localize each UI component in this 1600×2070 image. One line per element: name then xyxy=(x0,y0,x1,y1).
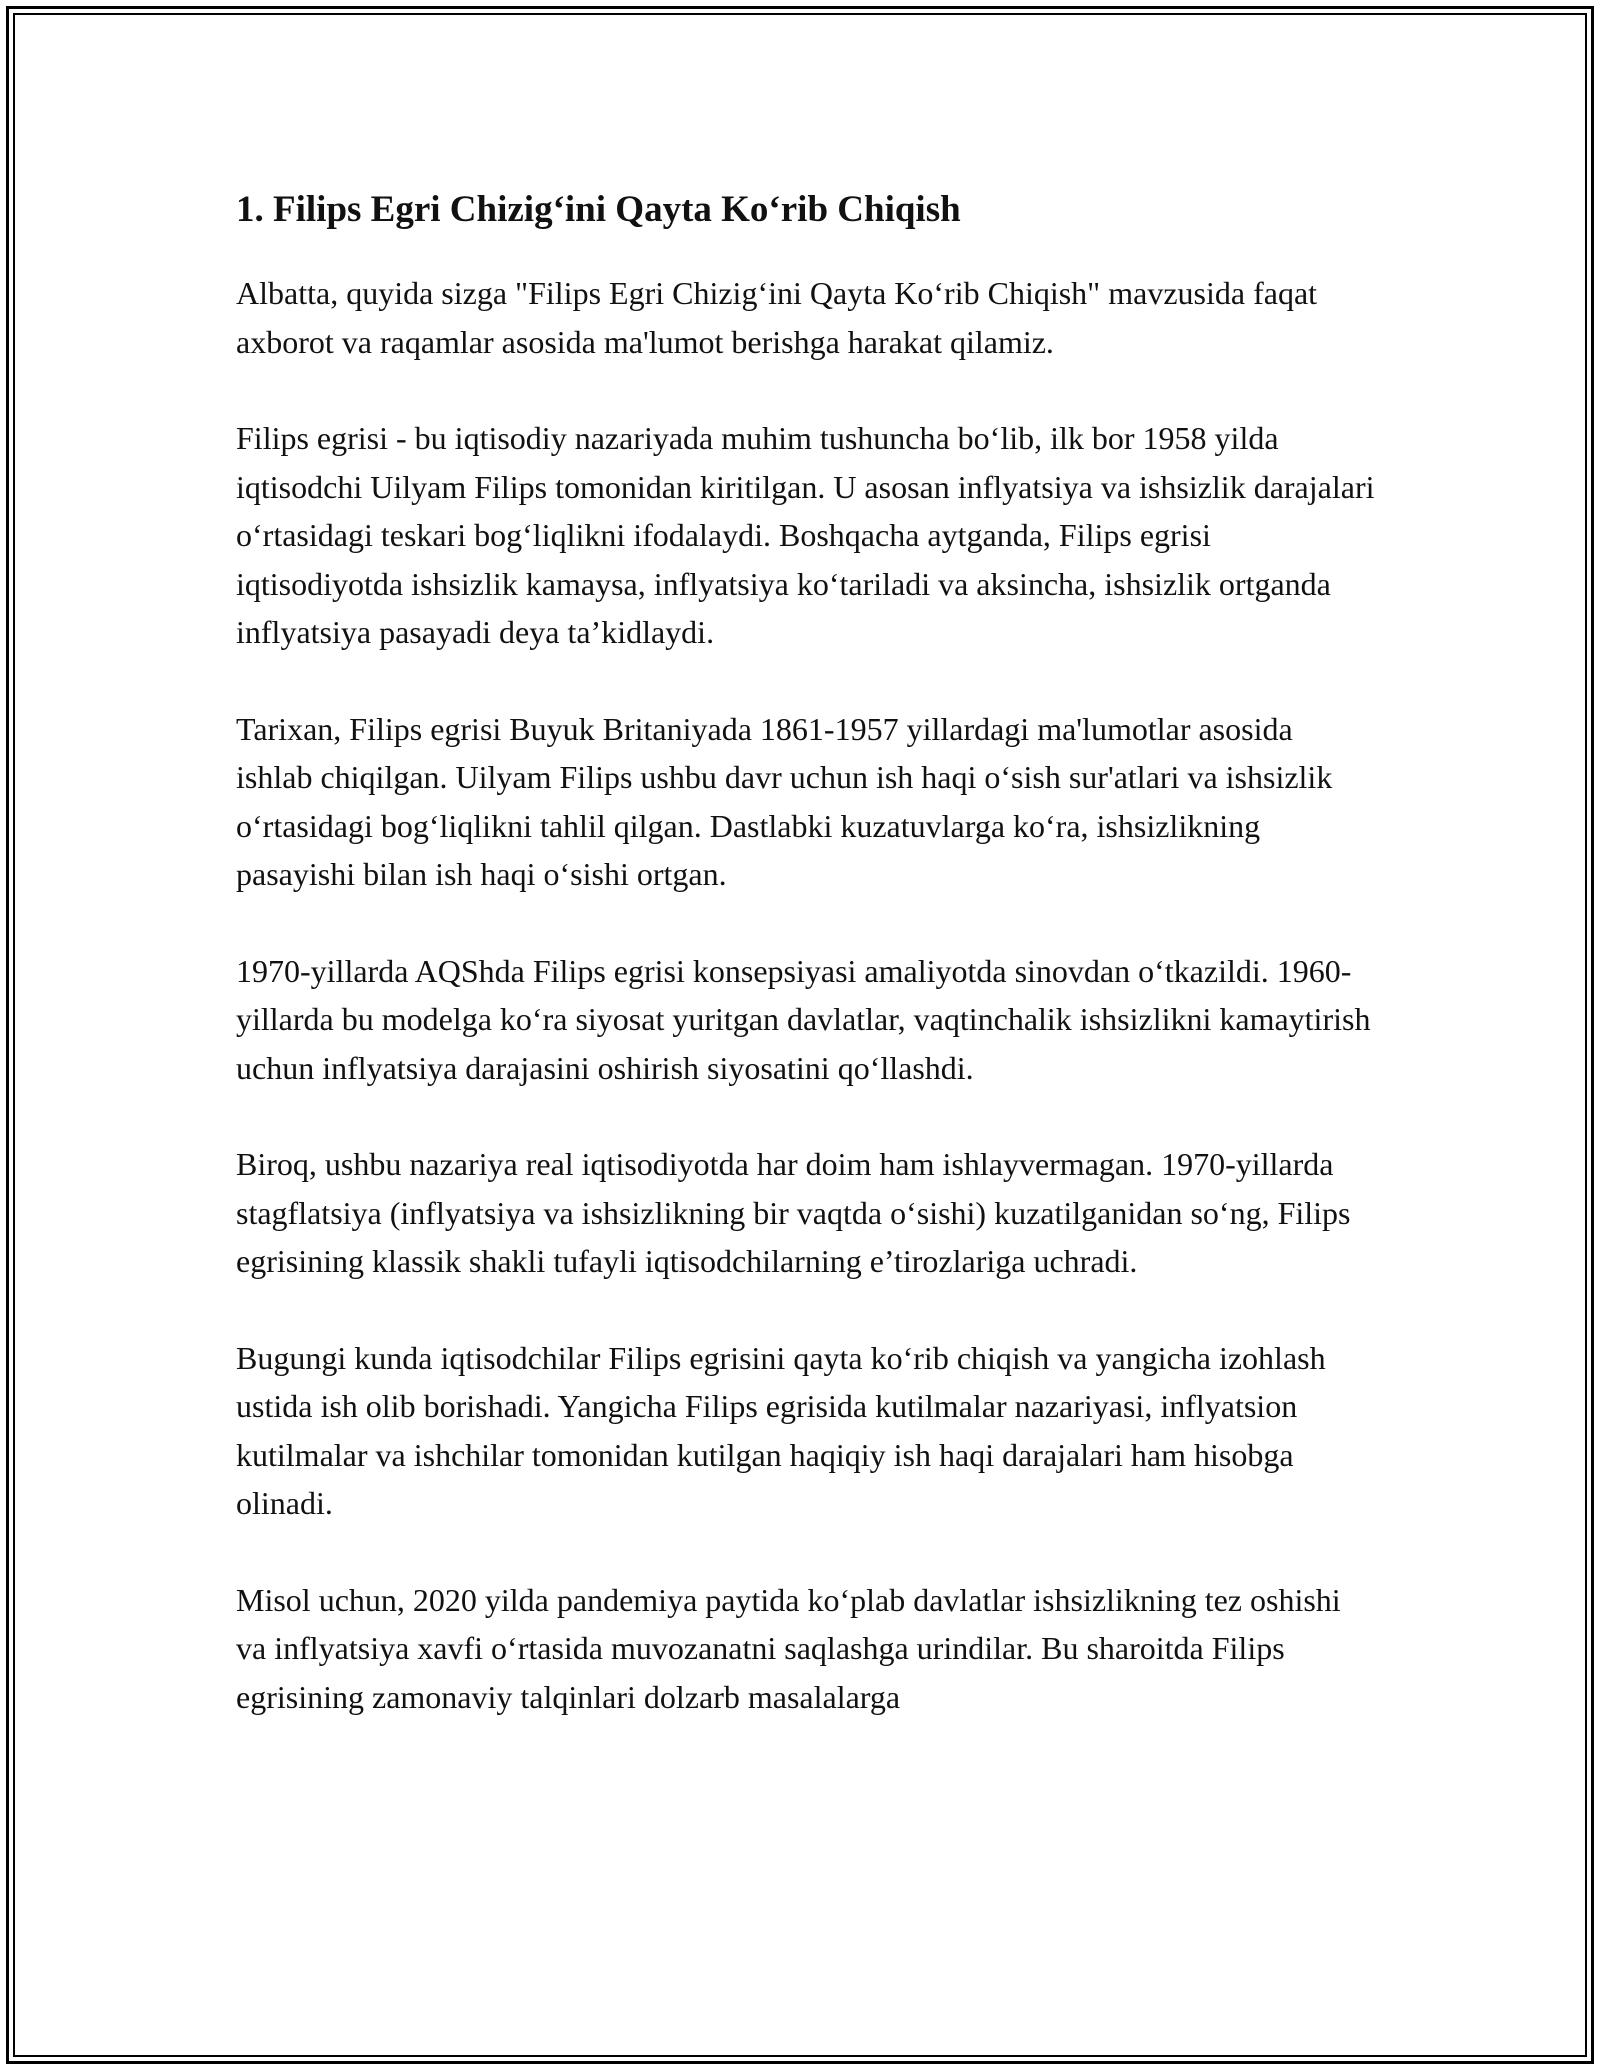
paragraph-critique: Biroq, ushbu nazariya real iqtisodiyotda har doim ham ishlayvermagan. 1970-yillarda stagflatsiya (inflyatsiya va ishsizlikning bir vaqtda o‘sishi) kuzatilganidan so‘ng, Filips egrisining klassik shakli tufayli iqtisodchilarning e’tirozlariga uchradi. xyxy=(236,1146,1351,1279)
paragraph-modern: Bugungi kunda iqtisodchilar Filips egrisini qayta ko‘rib chiqish va yangicha izohlash ustida ish olib borishadi. Yangicha Filips egrisida kutilmalar nazariyasi, inflyatsion kutilmalar va ishchilar tomonidan kutilgan haqiqiy ish haqi darajalari ham hisobga olinadi. xyxy=(236,1339,1326,1521)
document-body xyxy=(236,185,1376,1721)
paragraph-definition: Filips egrisi - bu iqtisodiy nazariyada muhim tushuncha bo‘lib, ilk bor 1958 yilda iqtisodchi Uilyam Filips tomonidan kiritilgan. U asosan inflyatsiya va ishsizlik darajalari o‘rtasidagi teskari bog‘liqlikni ifodalaydi. Boshqacha aytganda, Filips egrisi iqtisodiyotda ishsizlik kamaysa, inflyatsiya ko‘tariladi va aksincha, ishsizlik ortganda inflyatsiya pasayadi deya ta’kidlaydi. xyxy=(236,420,1375,650)
section-heading: 1. Filips Egri Chizig‘ini Qayta Ko‘rib Chiqish xyxy=(236,189,961,230)
paragraph-example-2020: Misol uchun, 2020 yilda pandemiya paytida ko‘plab davlatlar ishsizlikning tez oshishi va inflyatsiya xavfi o‘rtasida muvozanatni saqlashga urindilar. Bu sharoitda Filips egrisining zamonaviy talqinlari dolzarb masalalarga xyxy=(236,1581,1341,1715)
paragraph-usa-1970s: 1970-yillarda AQShda Filips egrisi konsepsiyasi amaliyotda sinovdan o‘tkazildi. 1960-yillarda bu modelga ko‘ra siyosat yuritgan davlatlar, vaqtinchalik ishsizlikni kamaytirish uchun inflyatsiya darajasini oshirish siyosatini qo‘llashdi. xyxy=(236,952,1371,1086)
paragraph-intro: Albatta, quyida sizga "Filips Egri Chizig‘ini Qayta Ko‘rib Chiqish" mavzusida faqat axborot va raqamlar asosida ma'lumot berishga harakat qilamiz. xyxy=(236,275,1318,360)
paragraph-history: Tarixan, Filips egrisi Buyuk Britaniyada 1861-1957 yillardagi ma'lumotlar asosida ishlab chiqilgan. Uilyam Filips ushbu davr uchun ish haqi o‘sish sur'atlari va ishsizlik o‘rtasidagi bog‘liqlikni tahlil qilgan. Dastlabki kuzatuvlarga ko‘ra, ishsizlikning pasayishi bilan ish haqi o‘sishi ortgan. xyxy=(236,710,1333,892)
